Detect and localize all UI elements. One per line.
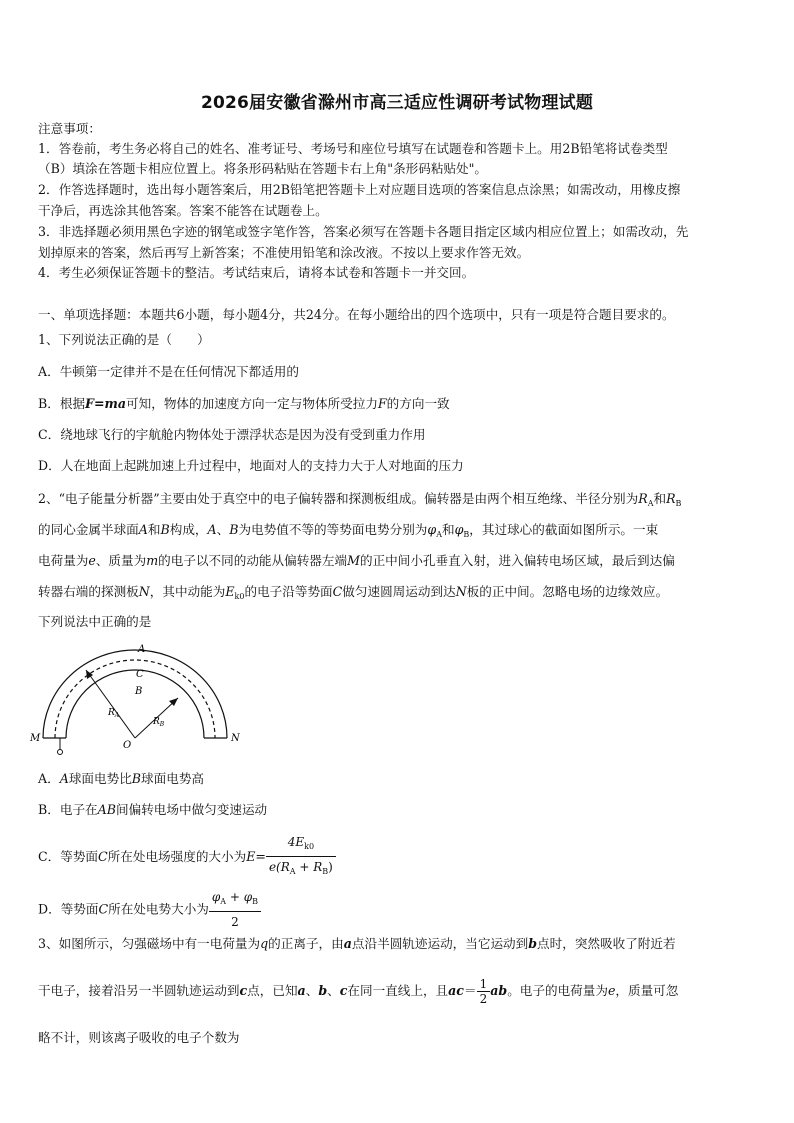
notice-item: 2．作答选择题时，选出每小题答案后，用2B铅笔把答题卡上对应题目选项的答案信息点涂黑；如需改动，用橡皮擦 [38,182,681,197]
ratio-fraction: $\frac{1}{2}$ [477,977,491,1006]
notice-item: 4．考生必须保证答题卡的整洁。考试结束后，请将本试卷和答题卡一并交回。 [38,265,475,280]
q2-stem-line: 下列说法中正确的是 [38,614,152,629]
q2-option-c: C．等势面C所在处电场强度的大小为E= $\frac{4E_{k0}}{e(R_A + R_B)}$ [38,833,756,882]
q1-option-b: B．根据F=ma可知，物体的加速度方向一定与物体所受拉力F的方向一致 [38,396,450,411]
notice-item: 划掉原来的答案，然后再写上新答案；不准使用铅笔和涂改液。不按以上要求作答无效。 [38,245,530,260]
page-title: 2026届安徽省滁州市高三适应性调研考试物理试题 [200,93,594,113]
label-b: B [135,686,143,697]
label-n: N [231,733,240,744]
field-strength-fraction: $\frac{4E_{k0}}{e(R_A + R_B)}$ [266,833,336,882]
section-heading: 一、单项选择题：本题共6小题，每小题4分，共24分。在每小题给出的四个选项中，只有一项是符合题目要求的。 [38,307,675,322]
q1-option-a: A．牛顿第一定律并不是在任何情况下都适用的 [38,364,299,379]
entry-electron [58,750,63,755]
label-o: O [123,740,132,751]
q1-option-c: C．绕地球飞行的宇航舱内物体处于漂浮状态是因为没有受到重力作用 [38,427,426,442]
q2-option-d: D．等势面C所在处电势大小为 $\frac{\varphi_A + \varphi_B}{2}$ [38,888,756,932]
notice-item: 1．答卷前，考生务必将自己的姓名、准考证号、考场号和座位号填写在试题卷和答题卡上。用2B铅笔将试卷类型 [38,141,668,156]
q1-option-d: D．人在地面上起跳加速上升过程中，地面对人的支持力大于人对地面的压力 [38,458,464,473]
radius-a [86,670,135,738]
q3-stem-line: 3、如图所示，匀强磁场中有一电荷量为q的正离子，由a点沿半圆轨迹运动，当它运动到b点时，突然吸收了附近若 [38,936,676,951]
notice-heading: 注意事项： [38,121,101,136]
q3-stem-line: 略不计，则该离子吸收的电子个数为 [38,1030,240,1045]
q2-deflector-figure [28,640,248,760]
label-m: M [30,733,41,744]
q2-stem-line: 转器右端的探测板N，其中动能为$E_{k0}$的电子沿等势面C做匀速圆周运动到达N板的正中间。忽略电场的边缘效应。 [38,584,669,601]
q2-stem-line: 2、“电子能量分析器”主要由处于真空中的电子偏转器和探测板组成。偏转器是由两个相互绝缘、半径分别为$R_A$和$R_B$ [38,491,682,508]
potential-fraction: $\frac{\varphi_A + \varphi_B}{2}$ [209,888,261,932]
label-c: C [136,669,144,680]
q2-option-b: B．电子在AB间偏转电场中做匀变速运动 [38,802,268,817]
notice-item: 干净后，再选涂其他答案。答案不能答在试题卷上。 [38,203,328,218]
label-rb: $R_B$ [153,717,165,728]
q1-stem: 1、下列说法正确的是（ ） [38,332,210,347]
label-a: A [138,644,146,655]
label-ra: $R_A$ [108,708,120,719]
q2-stem-line: 的同心金属半球面A和B构成，A、B为电势值不等的等势面电势分别为$\varphi_A$和$\varphi_B$，其过球心的截面如图所示。一束 [38,522,659,539]
notice-item: 3．非选择题必须用黑色字迹的钢笔或签字笔作答，答案必须写在答题卡各题目指定区域内相应位置上；如需改动，先 [38,224,689,239]
inner-hemisphere [66,670,204,738]
q2-stem-line: 电荷量为e、质量为m的电子以不同的动能从偏转器左端M的正中间小孔垂直入射，进入偏转电场区域，最后到达偏 [38,553,675,568]
q2-option-a: A．A球面电势比B球面电势高 [38,771,205,786]
notice-item: （B）填涂在答题卡相应位置上。将条形码粘贴在答题卡右上角"条形码粘贴处"。 [38,161,488,176]
q3-stem-line: 干电子，接着沿另一半圆轨迹运动到c点，已知a、b、c在同一直线上，且ac＝ $\frac{1}{2}$ ab。电子的电荷量为e，质量可忽 [38,977,679,1006]
